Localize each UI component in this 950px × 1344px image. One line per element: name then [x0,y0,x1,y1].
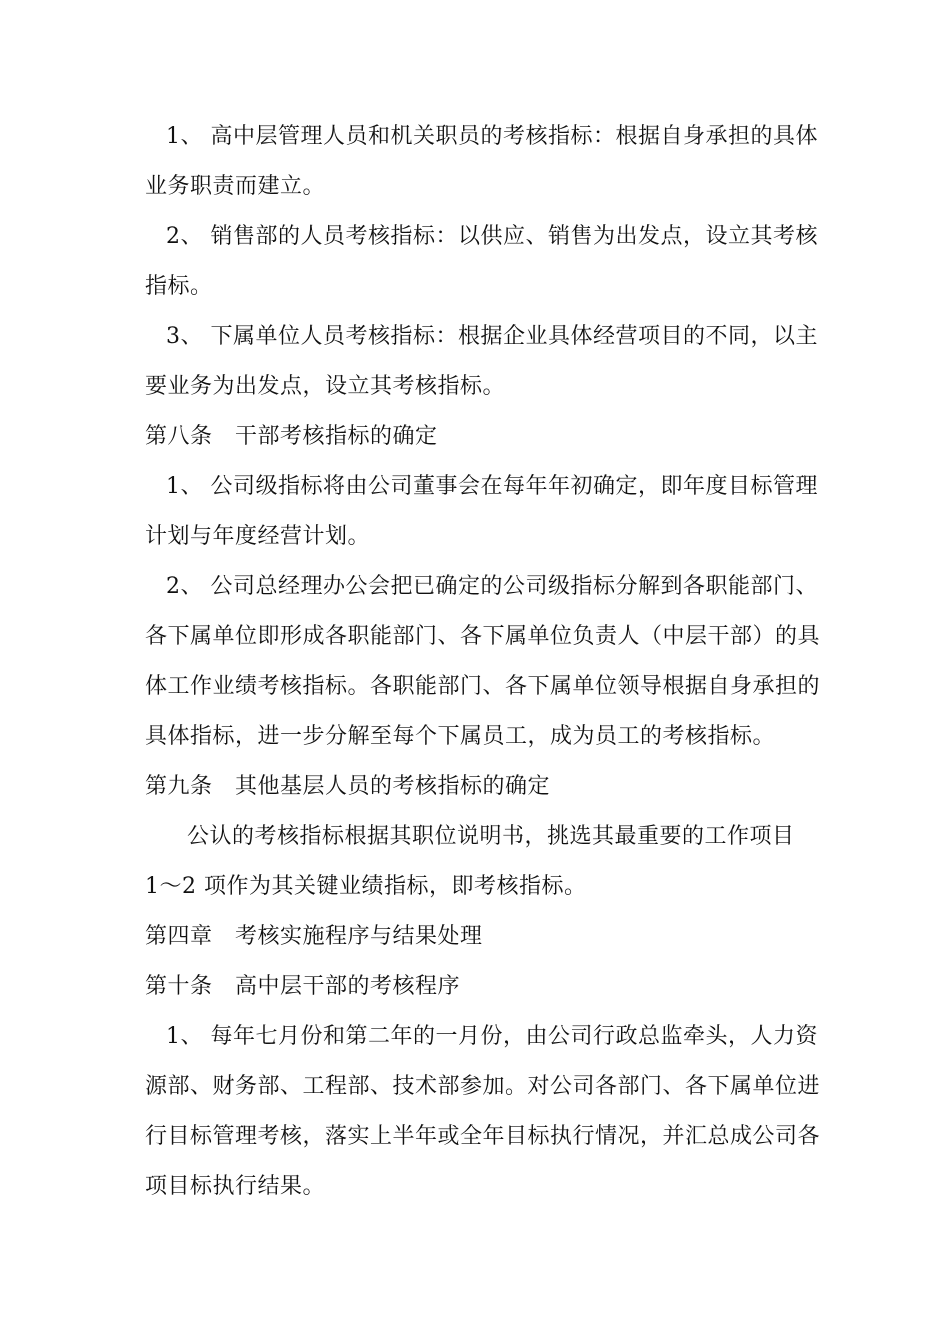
text-line: 指标。 [145,274,213,299]
text-line: 2、 公司总经理办公会把已确定的公司级指标分解到各职能部门、 [166,574,818,599]
text-line: 项目标执行结果。 [145,1174,326,1199]
section-heading: 第十条 高中层干部的考核程序 [145,974,461,999]
text-line: 行目标管理考核，落实上半年或全年目标执行情况，并汇总成公司各 [145,1124,821,1149]
text-line: 业务职责而建立。 [145,174,326,199]
text-line: 体工作业绩考核指标。各职能部门、各下属单位领导根据自身承担的 [145,674,821,699]
text-line: 公认的考核指标根据其职位说明书，挑选其最重要的工作项目 [187,824,795,849]
chapter-heading: 第四章 考核实施程序与结果处理 [145,924,483,949]
text-line: 2、 销售部的人员考核指标：以供应、销售为出发点，设立其考核 [166,224,818,249]
text-line: 1、 高中层管理人员和机关职员的考核指标：根据自身承担的具体 [166,124,818,149]
text-line: 各下属单位即形成各职能部门、各下属单位负责人（中层干部）的具 [145,624,821,649]
section-heading: 第九条 其他基层人员的考核指标的确定 [145,774,551,799]
text-line: 1～2 项作为其关键业绩指标，即考核指标。 [145,874,587,899]
text-line: 要业务为出发点，设立其考核指标。 [145,374,506,399]
text-line: 具体指标，进一步分解至每个下属员工，成为员工的考核指标。 [145,724,776,749]
section-heading: 第八条 干部考核指标的确定 [145,424,438,449]
text-line: 3、 下属单位人员考核指标：根据企业具体经营项目的不同，以主 [166,324,818,349]
text-line: 计划与年度经营计划。 [145,524,371,549]
text-line: 源部、财务部、工程部、技术部参加。对公司各部门、各下属单位进 [145,1074,821,1099]
text-line: 1、 每年七月份和第二年的一月份，由公司行政总监牵头，人力资 [166,1024,818,1049]
text-line: 1、 公司级指标将由公司董事会在每年年初确定，即年度目标管理 [166,474,818,499]
